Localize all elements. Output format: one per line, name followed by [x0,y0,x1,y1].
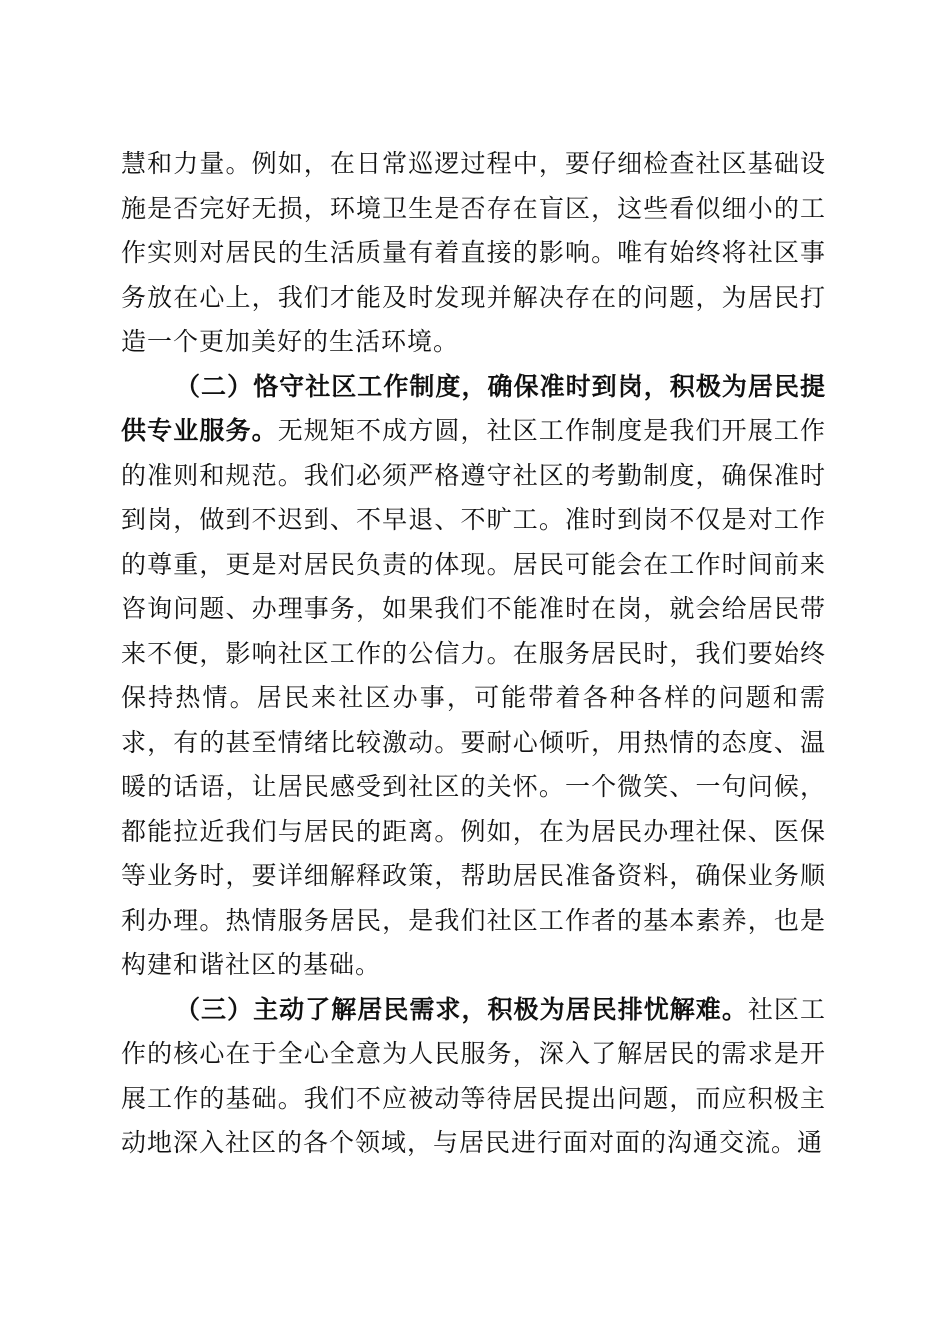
paragraph-body: 社区工作的核心在于全心全意为人民服务，深入了解居民的需求是开展工作的基础。我们不应被动等待居民提出问题，而应积极主动地深入社区的各个领域，与居民进行面对面的沟通交流。通 [121,994,826,1157]
paragraph-body: 无规矩不成方圆，社区工作制度是我们开展工作的准则和规范。我们必须严格遵守社区的考勤制度，确保准时到岗，做到不迟到、不早退、不旷工。准时到岗不仅是对工作的尊重，更是对居民负责的体现。居民可能会在工作时间前来咨询问题、办理事务，如果我们不能准时在岗，就会给居民带来不便，影响社区工作的公信力。在服务居民时，我们要始终保持热情。居民来社区办事，可能带着各种各样的问题和需求，有的甚至情绪比较激动。要耐心倾听，用热情的态度、温暖的话语，让居民感受到社区的关怀。一个微笑、一句问候，都能拉近我们与居民的距离。例如，在为居民办理社保、医保等业务时，要详细解释政策，帮助居民准备资料，确保业务顺利办理。热情服务居民，是我们社区工作者的基本素养，也是构建和谐社区的基础。 [121,416,826,979]
section-heading: （三）主动了解居民需求，积极为居民排忧解难。 [175,994,748,1024]
document-body [121,142,826,1166]
paragraph-section-2 [121,365,826,988]
section-heading: （二）恪守社区工作制度，确保准时到岗，积极为居民提供专业服务。 [121,371,826,445]
paragraph-continuation [121,142,826,365]
paragraph-body: 慧和力量。例如，在日常巡逻过程中，要仔细检查社区基础设施是否完好无损，环境卫生是否存在盲区，这些看似细小的工作实则对居民的生活质量有着直接的影响。唯有始终将社区事务放在心上，我们才能及时发现并解决存在的问题，为居民打造一个更加美好的生活环境。 [121,149,826,356]
paragraph-section-3 [121,988,826,1166]
